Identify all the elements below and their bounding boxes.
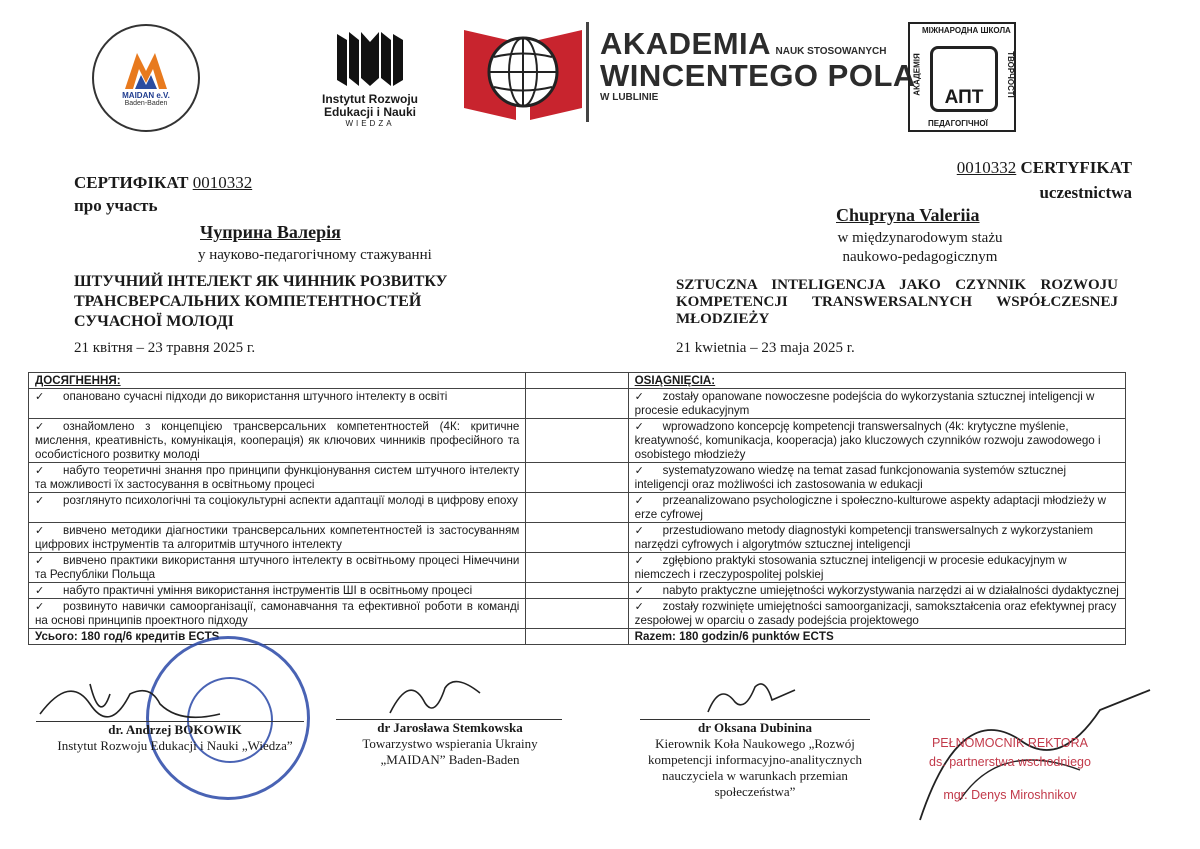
ua-achievement-text: опановано сучасні підходи до використання штучного інтелекту в освіті	[63, 390, 448, 403]
ua-achievement-cell	[29, 493, 526, 523]
ua-achievement-text: ознайомлено з концепцією трансверсальних компетентностей (4К: критичне мислення, креативність, комунікація, кооперація) як ключових чинників професійного та особистісного розвитку молоді	[35, 420, 520, 461]
pl-table-header: OSIĄGNIĘCIA:	[628, 373, 1125, 389]
apt-right-text: ТВОРЧОСТІ	[1006, 51, 1016, 98]
table-row	[29, 553, 1126, 583]
ua-achievement-cell	[29, 583, 526, 599]
table-row	[29, 463, 1126, 493]
ua-achievement-text: розглянуто психологічні та соціокультурні аспекти адаптації молоді в цифрову епоху	[63, 494, 518, 507]
table-row	[29, 389, 1126, 419]
irein-line1: Instytut Rozwoju	[322, 92, 418, 106]
check-icon: ✓	[634, 495, 644, 507]
pl-achievement-text: wprowadzono koncepcję kompetencji transwersalnych (4k: krytyczne myślenie, kreatywność, komunikacja, kooperacja) jako kluczowych czynników rozwoju zawodowego i osobistego młodzieży	[634, 420, 1101, 461]
signatory-3-org1: Kierownik Koła Naukowego „Rozwój	[655, 736, 855, 751]
rector-stamp	[910, 734, 1110, 805]
pl-number: 0010332	[956, 158, 1017, 177]
book-icon	[335, 30, 405, 88]
ua-total: Усього: 180 год/6 кредитів ECTS	[29, 629, 526, 645]
check-icon: ✓	[634, 585, 644, 597]
academy-line2: WINCENTEGO POLA	[600, 58, 916, 93]
table-gap-cell	[526, 523, 628, 553]
table-total-row	[29, 629, 1126, 645]
pl-achievement-cell	[628, 553, 1125, 583]
ua-topic: ШТУЧНИЙ ІНТЕЛЕКТ ЯК ЧИННИК РОЗВИТКУ ТРАНСВЕРСАЛЬНИХ КОМПЕТЕНТНОСТЕЙ СУЧАСНОЇ МОЛОДІ	[74, 273, 448, 330]
pl-achievement-text: zgłębiono praktyki stosowania sztucznej inteligencji w procesie edukacyjnym w niemczech i rzeczypospolitej polskiej	[634, 554, 1067, 581]
pl-achievement-text: nabyto praktyczne umiejętności wykorzystywania narzędzi ai w działalności dydaktycznej	[662, 584, 1119, 597]
check-icon: ✓	[634, 465, 644, 477]
maidan-m-icon	[121, 49, 171, 91]
table-row	[29, 599, 1126, 629]
apt-mark: АПТ	[930, 46, 998, 112]
academy-logo-text	[600, 28, 916, 103]
apt-top-text: МІЖНАРОДНА ШКОЛА	[922, 26, 1011, 35]
ua-certificate-title	[74, 173, 252, 193]
apt-logo	[908, 22, 1016, 132]
pl-dates: 21 kwietnia – 23 maja 2025 r.	[676, 340, 855, 356]
rector-stamp-line3: mgr. Denys Miroshnikov	[943, 788, 1077, 802]
signatory-3-org2: kompetencji informacyjno-analitycznych	[647, 752, 863, 767]
ua-achievement-text: розвинуто навички самоорганізації, самонавчання та ефективної роботи в команді на основі принципів проектного підходу	[35, 600, 520, 627]
pl-stage	[820, 229, 1020, 267]
check-icon: ✓	[35, 465, 45, 477]
maidan-logo-name: MAIDAN e.V.	[122, 91, 170, 100]
ua-participant-name: Чуприна Валерія	[200, 222, 341, 242]
pl-participant-name: Chupryna Valeriia	[836, 205, 980, 225]
apt-bottom-text: ПЕДАГОГІЧНОЇ	[928, 119, 988, 128]
check-icon: ✓	[35, 495, 45, 507]
table-gap-cell	[526, 463, 628, 493]
pl-certificate-title	[957, 158, 1132, 178]
pl-achievement-cell	[628, 463, 1125, 493]
check-icon: ✓	[35, 391, 45, 403]
ua-achievement-text: набуто теоретичні знання про принципи функціонування систем штучного інтелекту та можливості їх застосування в освітньому процесі	[35, 464, 520, 491]
pl-title: CERTYFIKAT	[1020, 158, 1132, 177]
pl-achievement-text: zostały opanowane nowoczesne podejścia do wykorzystania sztucznej inteligencji w procesie edukacyjnym	[634, 390, 1095, 417]
academy-line1: AKADEMIA	[600, 26, 772, 61]
irein-logo	[310, 30, 430, 128]
ua-achievement-text: вивчено методики діагностики трансверсальних компетентностей із застосуванням цифрових інструментів та алгоритмів штучного інтелекту	[35, 524, 520, 551]
ua-stage: у науково-педагогічному стажуванні	[198, 247, 432, 263]
ua-achievement-text: набуто практичні уміння використання інструментів ШІ в освітньому процесі	[63, 584, 473, 597]
signatory-2-org2: „MAIDAN” Baden-Baden	[380, 752, 520, 767]
ua-achievement-cell	[29, 599, 526, 629]
pl-topic: SZTUCZNA INTELIGENCJA JAKO CZYNNIK ROZWOJU KOMPETENCJI TRANSWERSALNYCH WSPÓŁCZESNEJ MŁODZIEŻY	[676, 277, 1118, 327]
signatory-3-org4: społeczeństwa”	[714, 784, 796, 799]
signatory-1-name: dr. Andrzej BOKOWIK	[108, 722, 242, 737]
rector-stamp-line1: PEŁNOMOCNIK REKTORA	[931, 736, 1089, 750]
pl-achievement-cell	[628, 523, 1125, 553]
maidan-logo-city: Baden-Baden	[124, 100, 168, 107]
pl-achievement-text: przestudiowano metody diagnostyki kompetencji transwersalnych z wykorzystaniem narzędzi cyfrowych i algorytmów sztucznej inteligencji	[634, 524, 1094, 551]
pl-achievement-cell	[628, 583, 1125, 599]
academy-divider	[586, 22, 589, 122]
rector-stamp-line2: ds. partnerstwa wschodniego	[929, 755, 1091, 769]
table-gap-cell	[526, 583, 628, 599]
ua-dates: 21 квітня – 23 травня 2025 г.	[74, 340, 256, 356]
table-gap-cell	[526, 373, 628, 389]
pl-total: Razem: 180 godzin/6 punktów ECTS	[628, 629, 1125, 645]
achievements-table	[28, 372, 1126, 645]
table-row	[29, 583, 1126, 599]
apt-left-text: АКАДЕМІЯ	[912, 53, 922, 96]
check-icon: ✓	[35, 525, 45, 537]
ua-achievement-cell	[29, 553, 526, 583]
table-row	[29, 419, 1126, 463]
table-gap-cell	[526, 599, 628, 629]
check-icon: ✓	[634, 601, 644, 613]
table-gap-cell	[526, 629, 628, 645]
ua-number: 0010332	[192, 173, 253, 192]
signatory-2-org1: Towarzystwo wspierania Ukrainy	[362, 736, 538, 751]
signature-block-2	[330, 720, 570, 768]
check-icon: ✓	[634, 555, 644, 567]
check-icon: ✓	[35, 555, 45, 567]
irein-line3: WIEDZA	[345, 119, 395, 128]
signatory-2-name: dr Jarosława Stemkowska	[377, 720, 523, 735]
academy-tag: NAUK STOSOWANYCH	[775, 46, 887, 57]
pl-achievement-text: systematyzowano wiedzę na temat zasad funkcjonowania systemów sztucznej inteligencji oraz możliwości ich zastosowania w edukacji	[634, 464, 1067, 491]
ua-achievement-text: вивчено практики використання штучного інтелекту в освітньому процесі Німеччини та Республіки Польща	[35, 554, 520, 581]
check-icon: ✓	[634, 525, 644, 537]
ua-title: СЕРТИФІКАТ	[74, 173, 189, 192]
signature-dubinina	[700, 672, 800, 718]
academy-globe-icon	[464, 22, 582, 122]
signatory-1-org: Instytut Rozwoju Edukacji i Nauki „Wiedza”	[57, 738, 293, 753]
ua-table-header: ДОСЯГНЕННЯ:	[29, 373, 526, 389]
signature-stemkowska	[380, 668, 490, 720]
check-icon: ✓	[35, 585, 45, 597]
table-row	[29, 523, 1126, 553]
ua-subtitle: про участь	[74, 196, 158, 215]
table-row	[29, 493, 1126, 523]
irein-line2: Edukacji i Nauki	[323, 105, 417, 119]
maidan-logo	[92, 24, 200, 132]
table-gap-cell	[526, 389, 628, 419]
ua-achievement-cell	[29, 389, 526, 419]
table-gap-cell	[526, 553, 628, 583]
pl-achievement-cell	[628, 419, 1125, 463]
check-icon: ✓	[634, 391, 644, 403]
ua-achievement-cell	[29, 523, 526, 553]
table-gap-cell	[526, 419, 628, 463]
signatory-3-name: dr Oksana Dubinina	[698, 720, 812, 735]
signatory-3-org3: nauczyciela w warunkach przemian	[662, 768, 848, 783]
pl-achievement-text: przeanalizowano psychologiczne i społeczno-kulturowe aspekty adaptacji młodzieży w erze cyfrowej	[634, 494, 1107, 521]
table-gap-cell	[526, 493, 628, 523]
pl-achievement-text: zostały rozwinięte umiejętności samoorganizacji, samokształcenia oraz efektywnej pracy zespołowej w oparciu o zasady podejścia projektowego	[634, 600, 1117, 627]
pl-subtitle: uczestnictwa	[1039, 183, 1132, 202]
pl-achievement-cell	[628, 493, 1125, 523]
ua-achievement-cell	[29, 463, 526, 493]
pl-achievement-cell	[628, 389, 1125, 419]
academy-city: W LUBLINIE	[600, 92, 659, 103]
ua-achievement-cell	[29, 419, 526, 463]
pl-stage-line2: naukowo-pedagogicznym	[842, 249, 998, 265]
signature-block-1	[30, 722, 320, 754]
check-icon: ✓	[634, 421, 644, 433]
table-header-row	[29, 373, 1126, 389]
pl-stage-line1: w międzynarodowym stażu	[837, 230, 1003, 246]
pl-achievement-cell	[628, 599, 1125, 629]
signature-block-3	[600, 720, 910, 800]
check-icon: ✓	[35, 421, 45, 433]
check-icon: ✓	[35, 601, 45, 613]
